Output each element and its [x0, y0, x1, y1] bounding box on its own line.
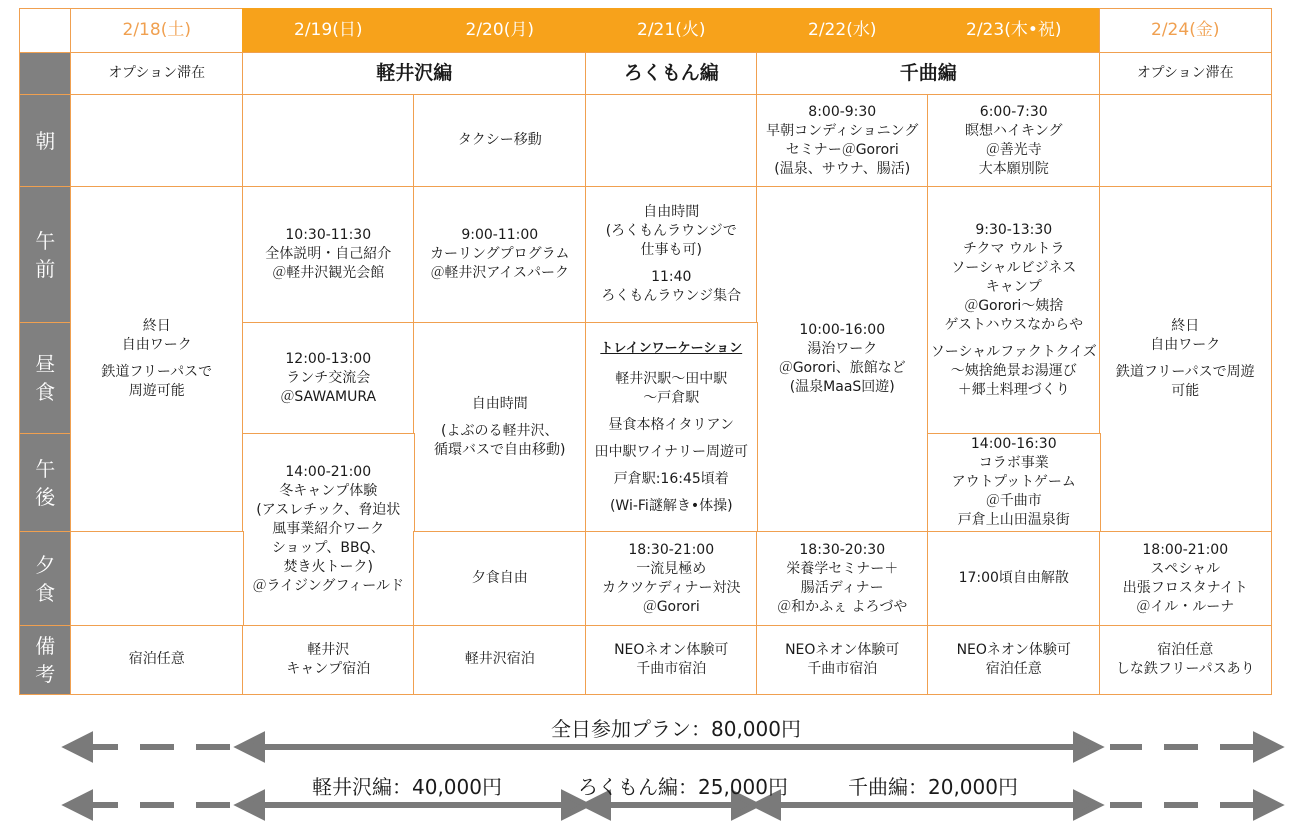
cell-text-line: ＠軽井沢観光会館: [272, 265, 385, 282]
cell-text-line: 昼食本格イタリアン: [608, 416, 734, 433]
cell-text-line: 8:00-9:30: [808, 103, 877, 120]
cell-text-line: 周遊可能: [128, 383, 185, 400]
cell-text-line: 千曲市宿泊: [636, 660, 707, 677]
cell-text-line: カーリングプログラム: [429, 246, 570, 263]
cell-text-line: 宿泊任意: [128, 651, 185, 668]
cell-text-line: 鉄道フリーパスで周遊: [1115, 364, 1255, 381]
cell-text-line: 戸倉駅:16:45頃着: [613, 470, 729, 487]
cell-text-line: ランチ交流会: [286, 369, 371, 386]
cell-text-line: 14:00-21:00: [285, 464, 372, 481]
cell-text-line: ＠善光寺: [985, 141, 1042, 158]
cell-text-line: ＋郷土料理づくり: [957, 381, 1070, 398]
cell-text-line: (アスレチック、脅迫状: [256, 502, 401, 519]
section-option-left: オプション滞在: [70, 52, 244, 96]
cell-text-line: ＠Gorori: [642, 598, 700, 615]
cell-text-line: コラボ事業: [978, 455, 1049, 472]
cell-text-line: 自由時間: [471, 395, 528, 412]
cell-text-line: (よぶのる軽井沢、: [441, 422, 559, 439]
cell-text-line: セミナー＠Gorori: [785, 141, 899, 158]
cell-text-line: 18:00-21:00: [1142, 541, 1229, 558]
section-chikuma: 千曲編: [756, 52, 1101, 96]
cell-text-line: ＠千曲市: [985, 493, 1042, 510]
cell-text-line: 備: [35, 633, 56, 658]
section-option-right: オプション滞在: [1099, 52, 1272, 96]
cell-text-line: アウトプットゲーム: [951, 474, 1076, 491]
day-header: 2/23(木•祝): [927, 8, 1101, 54]
day-header: 2/22(水): [756, 8, 929, 54]
cell-text-line: ～戸倉駅: [643, 389, 700, 406]
cell-text-line: 戸倉上山田温泉街: [957, 512, 1070, 529]
cell-text-line: 可能: [1171, 383, 1200, 400]
cell-text-line: 田中駅ワイナリー周遊可: [594, 443, 749, 460]
cell-text-line: 17:00頃自由解散: [958, 570, 1069, 587]
cell-text-line: 仕事も可): [640, 242, 702, 259]
cell-text-line: 鉄道フリーパスで: [101, 364, 213, 381]
cell-text-line: 循環バスで自由移動): [434, 441, 566, 458]
cell-text-line: 全体説明・自己紹介: [265, 246, 392, 263]
cell-text-line: 考: [35, 661, 56, 686]
cell-text-line: 自由ワーク: [1150, 337, 1221, 354]
cell-text-line: 12:00-13:00: [285, 350, 372, 367]
cell-text-line: NEOネオン体験可: [956, 641, 1071, 658]
cell-text-line: 11:40: [651, 269, 692, 286]
cell-text-line: 自由時間: [643, 204, 700, 221]
cell-text-line: 10:30-11:30: [285, 227, 372, 244]
arrowhead-left: [68, 794, 90, 816]
cell-text-line: 10:00-16:00: [799, 322, 886, 339]
cell-text-line: 早朝コンディショニング: [766, 122, 919, 139]
cell-text-line: 6:00-7:30: [979, 103, 1048, 120]
cell-text-line: 午: [35, 456, 56, 481]
cell-text-line: 14:00-16:30: [970, 436, 1057, 453]
cell-text-line: ろくもんラウンジ集合: [601, 288, 742, 305]
cell-text-line: ＠Gorori、旅館など: [778, 360, 906, 377]
cell-text-line: 出張フロスタナイト: [1122, 579, 1248, 596]
cell-text-line: (温泉、サウナ、腸活): [774, 160, 911, 177]
train-workation-title: トレインワーケーション: [600, 340, 743, 356]
arrowhead: [1076, 794, 1098, 816]
cell-text-line: 前: [35, 256, 56, 281]
cell-text-line: ＠ライジングフィールド: [252, 578, 405, 595]
karuizawa-plan-price: 軽井沢編：40,000円: [312, 775, 502, 799]
cell-text-line: 宿泊任意: [1157, 641, 1214, 658]
section-rokumon: ろくもん編: [585, 52, 758, 96]
cell-text-line: 宿泊任意: [985, 660, 1042, 677]
section-karuizawa: 軽井沢編: [242, 52, 587, 96]
cell-text-line: 瞑想ハイキング: [964, 122, 1063, 139]
cell-text-line: ＠Gorori～姨捨: [964, 297, 1064, 314]
cell-text-line: NEOネオン体験可: [614, 641, 729, 658]
cell-text-line: 18:30-21:00: [628, 541, 715, 558]
cell-text-line: ゲストハウスなからや: [944, 316, 1084, 333]
cell-text-line: ＠イル・ルーナ: [1136, 598, 1235, 615]
cell-text-line: ソーシャルビジネス: [951, 259, 1077, 276]
cell-text-line: 風事業紹介ワーク: [272, 521, 385, 538]
cell-text-line: 軽井沢駅～田中駅: [615, 370, 728, 387]
cell-text-line: 後: [35, 484, 56, 509]
cell-text-line: ＠和かふぇ よろづや: [777, 598, 908, 615]
cell-text-line: (温泉MaaS回遊): [789, 379, 895, 396]
cell-text-line: 焚き火トーク): [283, 559, 373, 576]
arrowhead-right: [1256, 794, 1278, 816]
cell-text-line: (ろくもんラウンジで: [605, 223, 737, 240]
cell-text-line: ショップ、BBQ、: [271, 540, 385, 557]
cell-text-line: タクシー移動: [457, 132, 542, 149]
cell-text-line: 腸活ディナー: [800, 579, 884, 596]
day-header: 2/20(月): [413, 8, 587, 54]
cell-text-line: キャンプ宿泊: [286, 660, 371, 677]
cell-text-line: 栄養学セミナー＋: [786, 560, 899, 577]
cell-text-line: 食: [35, 380, 56, 405]
cell-text-line: 冬キャンプ体験: [279, 483, 378, 500]
day-header: 2/19(日): [242, 8, 415, 54]
cell-text-line: 一流見極め: [636, 560, 707, 577]
full-plan-price: 全日参加プラン：80,000円: [551, 717, 801, 741]
cell-text-line: しな鉄フリーパスあり: [1115, 660, 1255, 677]
cell-text-line: 軽井沢宿泊: [464, 651, 535, 668]
cell-text-line: 朝: [35, 128, 56, 153]
rokumon-plan-price: ろくもん編：25,000円: [578, 775, 788, 799]
cell-text-line: 夕: [35, 552, 56, 577]
cell-text-line: 食: [35, 580, 56, 605]
cell-text-line: キャンプ: [985, 278, 1042, 295]
chikuma-plan-price: 千曲編：20,000円: [848, 775, 1018, 799]
cell-text-line: カクツケディナー対決: [602, 579, 741, 596]
cell-text-line: 夕食自由: [471, 570, 528, 587]
cell-text-line: ＠軽井沢アイスパーク: [430, 265, 570, 282]
day-header: 2/18(土): [70, 8, 244, 54]
cell-text-line: 午: [35, 228, 56, 253]
cell-text-line: 18:30-20:30: [799, 541, 886, 558]
cell-text-line: NEOネオン体験可: [785, 641, 900, 658]
cell-text-line: ＠SAWAMURA: [280, 388, 377, 405]
cell-text-line: 大本願別院: [978, 160, 1049, 177]
cell-text-line: 9:00-11:00: [461, 227, 539, 244]
cell-text-line: 千曲市宿泊: [807, 660, 878, 677]
day-header: 2/21(火): [585, 8, 758, 54]
cell-text-line: 湯治ワーク: [807, 341, 878, 358]
cell-text-line: 終日: [142, 318, 171, 335]
cell-text-line: 自由ワーク: [121, 337, 192, 354]
cell-text-line: (Wi-Fi謎解き•体操): [609, 497, 733, 514]
cell-text-line: チクマ ウルトラ: [963, 240, 1065, 257]
cell-text-line: スペシャル: [1150, 560, 1221, 577]
cell-text-line: 昼: [35, 352, 56, 377]
cell-text-line: 軽井沢: [307, 641, 350, 658]
cell-text-line: 9:30-13:30: [975, 221, 1053, 238]
cell-text-line: 終日: [1171, 318, 1200, 335]
cell-text-line: ソーシャルファクトクイズ: [930, 343, 1097, 360]
day-header: 2/24(金): [1099, 8, 1272, 54]
cell-text-line: ～姨捨絶景お湯運び: [950, 362, 1077, 379]
